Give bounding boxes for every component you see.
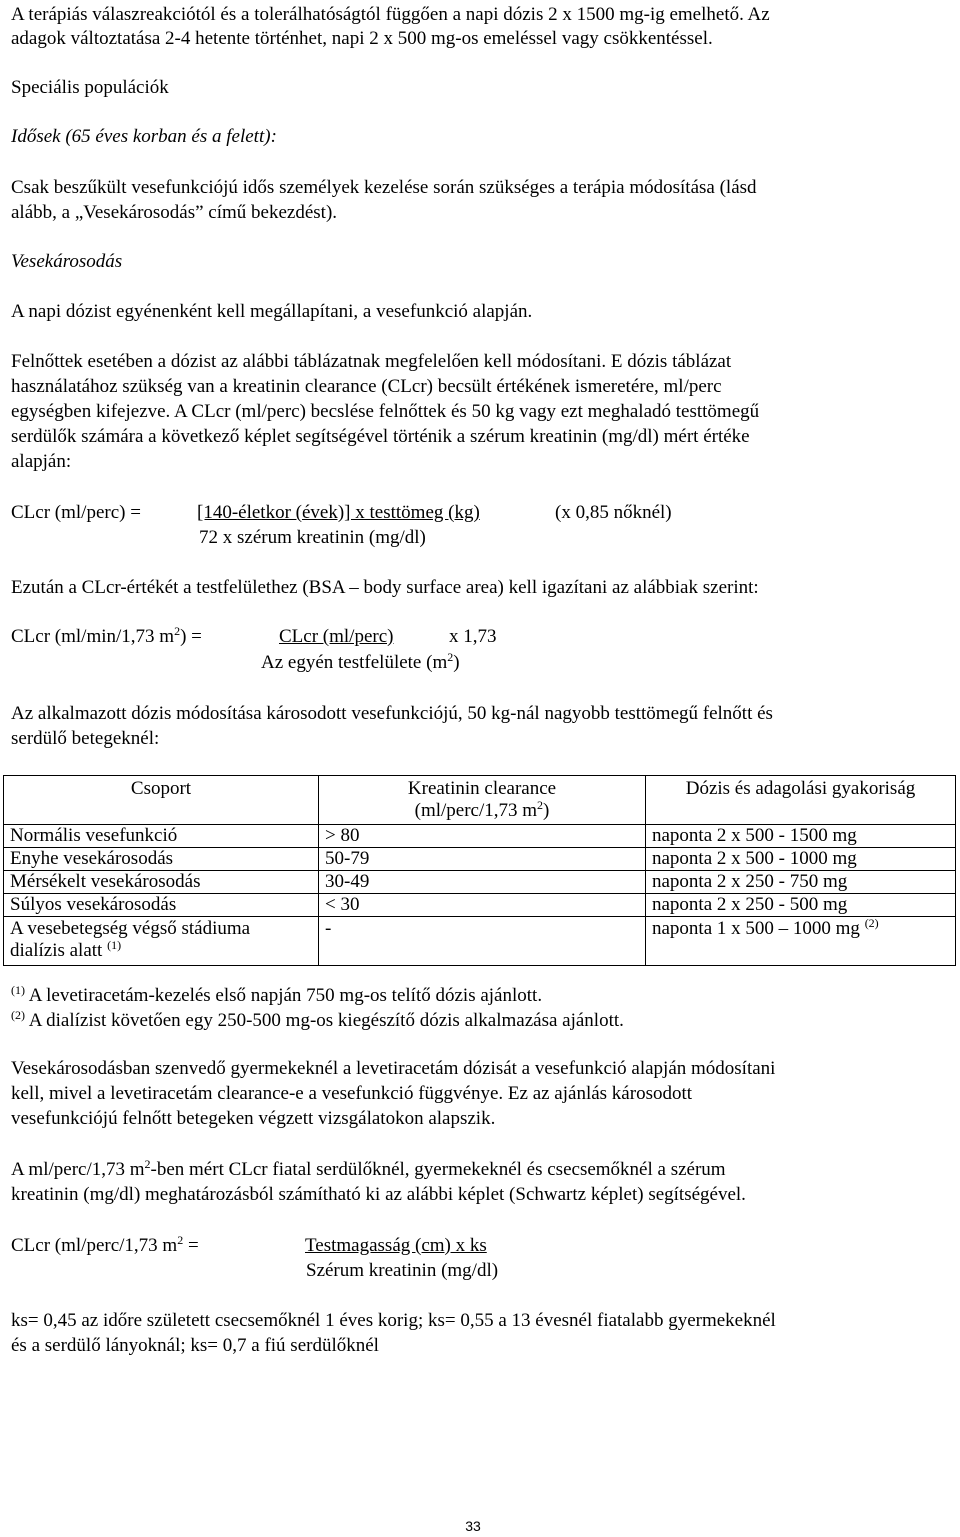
adults-line-2: használatához szükség van a kreatinin clearance (CLcr) becsült értékének ismeretére, ml/perc	[11, 376, 722, 397]
intro-line-1: A terápiás válaszreakciótól és a tolerálhatóságtól függően a napi dózis 2 x 1500 mg-ig emelhető. Az	[11, 4, 770, 25]
formula-2-lhs: CLcr (ml/min/1,73 $m^2$) =	[11, 624, 202, 647]
row-group: Normális vesefunkció	[4, 825, 319, 848]
formula-1-lhs: CLcr (ml/perc) =	[11, 502, 141, 523]
header-clearance: Kreatinin clearance (ml/perc/1,73 $m^2$)	[319, 776, 646, 825]
header-dose: Dózis és adagolási gyakoriság	[646, 776, 956, 825]
formula-2-denominator: Az egyén testfelülete $(m^2)$	[261, 650, 460, 673]
adults-line-1: Felnőttek esetében a dózist az alábbi táblázatnak megfelelően kell módosítani. E dózis táblázat	[11, 351, 732, 372]
children-line-1: Vesekárosodásban szenvedő gyermekeknél a levetiracetám dózisát a vesefunkció alapján módosítani	[11, 1058, 776, 1079]
row-group: Súlyos vesekárosodás	[4, 894, 319, 917]
row-clearance: 50-79	[319, 848, 646, 871]
formula-2-suffix: x 1,73	[449, 626, 497, 647]
header-group: Csoport	[4, 776, 319, 825]
formula-1-denominator: 72 x szérum kreatinin (mg/dl)	[199, 527, 426, 548]
formula-1-numerator: [140-életkor (évek)] x testtömeg (kg)	[197, 502, 480, 523]
row-group: Enyhe vesekárosodás	[4, 848, 319, 871]
adults-line-5: alapján:	[11, 451, 72, 472]
formula-3-denominator: Szérum kreatinin (mg/dl)	[306, 1260, 499, 1281]
daily-dose-paragraph: A napi dózist egyénenként kell megállapítani, a vesefunkció alapján.	[11, 301, 533, 322]
table-row	[4, 825, 956, 848]
formula-3-lhs: CLcr (ml/perc/1,73 $m^2$ =	[11, 1233, 199, 1256]
footnote-1: $^{(1)}$ A levetiracetám-kezelés első napján 750 mg-os telítő dózis ajánlott.	[11, 983, 543, 1006]
intro-line-2: adagok változtatása 2-4 hetente történhet, napi 2 x 500 mg-os emeléssel vagy csökkentéssel.	[11, 28, 713, 49]
formula-3-numerator: Testmagasság (cm) x ks	[305, 1235, 487, 1256]
row-dose: naponta 2 x 250 - 750 mg	[646, 871, 956, 894]
heading-elderly: Idősek (65 éves korban és a felett):	[11, 126, 277, 147]
page-number: 33	[465, 1518, 481, 1534]
elderly-line-1: Csak beszűkült vesefunkciójú idős személyek kezelése során szükséges a terápia módosítása (lásd	[11, 177, 757, 198]
heading-renal-impairment: Vesekárosodás	[11, 251, 123, 272]
table-row	[4, 848, 956, 871]
row-clearance: < 30	[319, 894, 646, 917]
row-dose: naponta 1 x 500 – 1000 mg $^{(2)}$	[646, 917, 956, 966]
adults-line-4: serdülők számára a következő képlet segítségével történik a szérum kreatinin (mg/dl) mért értéke	[11, 426, 750, 447]
dose-adjustment-table	[3, 775, 956, 966]
children-line-3: vesefunkciójú felnőtt betegeken végzett vizsgálatokon alapszik.	[11, 1108, 496, 1129]
bsa-paragraph: Ezután a CLcr-értékét a testfelülethez (BSA – body surface area) kell igazítani az alábbiak szerint:	[11, 577, 759, 598]
heading-special-populations: Speciális populációk	[11, 77, 169, 98]
row-clearance: > 80	[319, 825, 646, 848]
table-intro-line-2: serdülő betegeknél:	[11, 728, 160, 749]
row-dose: naponta 2 x 250 - 500 mg	[646, 894, 956, 917]
ks-line-1: ks= 0,45 az időre született csecsemőknél 1 éves korig; ks= 0,55 a 13 évesnél fiatalabb gyermekeknél	[11, 1310, 776, 1331]
adults-line-3: egységben kifejezve. A CLcr (ml/perc) becslése felnőttek és 50 kg vagy ezt meghaladó testtömegű	[11, 401, 760, 422]
formula-1-suffix: (x 0,85 nőknél)	[555, 502, 672, 523]
schwartz-line-2: kreatinin (mg/dl) meghatározásból számítható ki az alábbi képlet (Schwartz képlet) segítségével.	[11, 1184, 746, 1205]
row-group: Mérsékelt vesekárosodás	[4, 871, 319, 894]
row-clearance: -	[319, 917, 646, 966]
footnote-2: $^{(2)}$ A dialízist követően egy 250-500 mg-os kiegészítő dózis alkalmazása ajánlott.	[11, 1008, 624, 1031]
table-row	[4, 917, 956, 966]
schwartz-line-1: A ml/perc/1,73 $m^2$-ben mért CLcr fiatal serdülőknél, gyermekeknél és csecsemőknél a szérum	[11, 1157, 726, 1180]
children-line-2: kell, mivel a levetiracetám clearance-e a vesefunkció függvénye. Ez az ajánlás károsodott	[11, 1083, 693, 1104]
table-row	[4, 871, 956, 894]
table-row	[4, 894, 956, 917]
formula-2-numerator: CLcr (ml/perc)	[279, 626, 394, 647]
table-header-row	[4, 776, 956, 825]
row-group: A vesebetegség végső stádiuma dialízis alatt $^{(1)}$	[4, 917, 319, 966]
ks-line-2: és a serdülő lányoknál; ks= 0,7 a fiú serdülőknél	[11, 1335, 379, 1356]
row-clearance: 30-49	[319, 871, 646, 894]
table-intro-line-1: Az alkalmazott dózis módosítása károsodott vesefunkciójú, 50 kg-nál nagyobb testtömegű felnőtt és	[11, 703, 773, 724]
row-dose: naponta 2 x 500 - 1500 mg	[646, 825, 956, 848]
elderly-line-2: alább, a „Vesekárosodás” című bekezdést).	[11, 202, 338, 223]
row-dose: naponta 2 x 500 - 1000 mg	[646, 848, 956, 871]
